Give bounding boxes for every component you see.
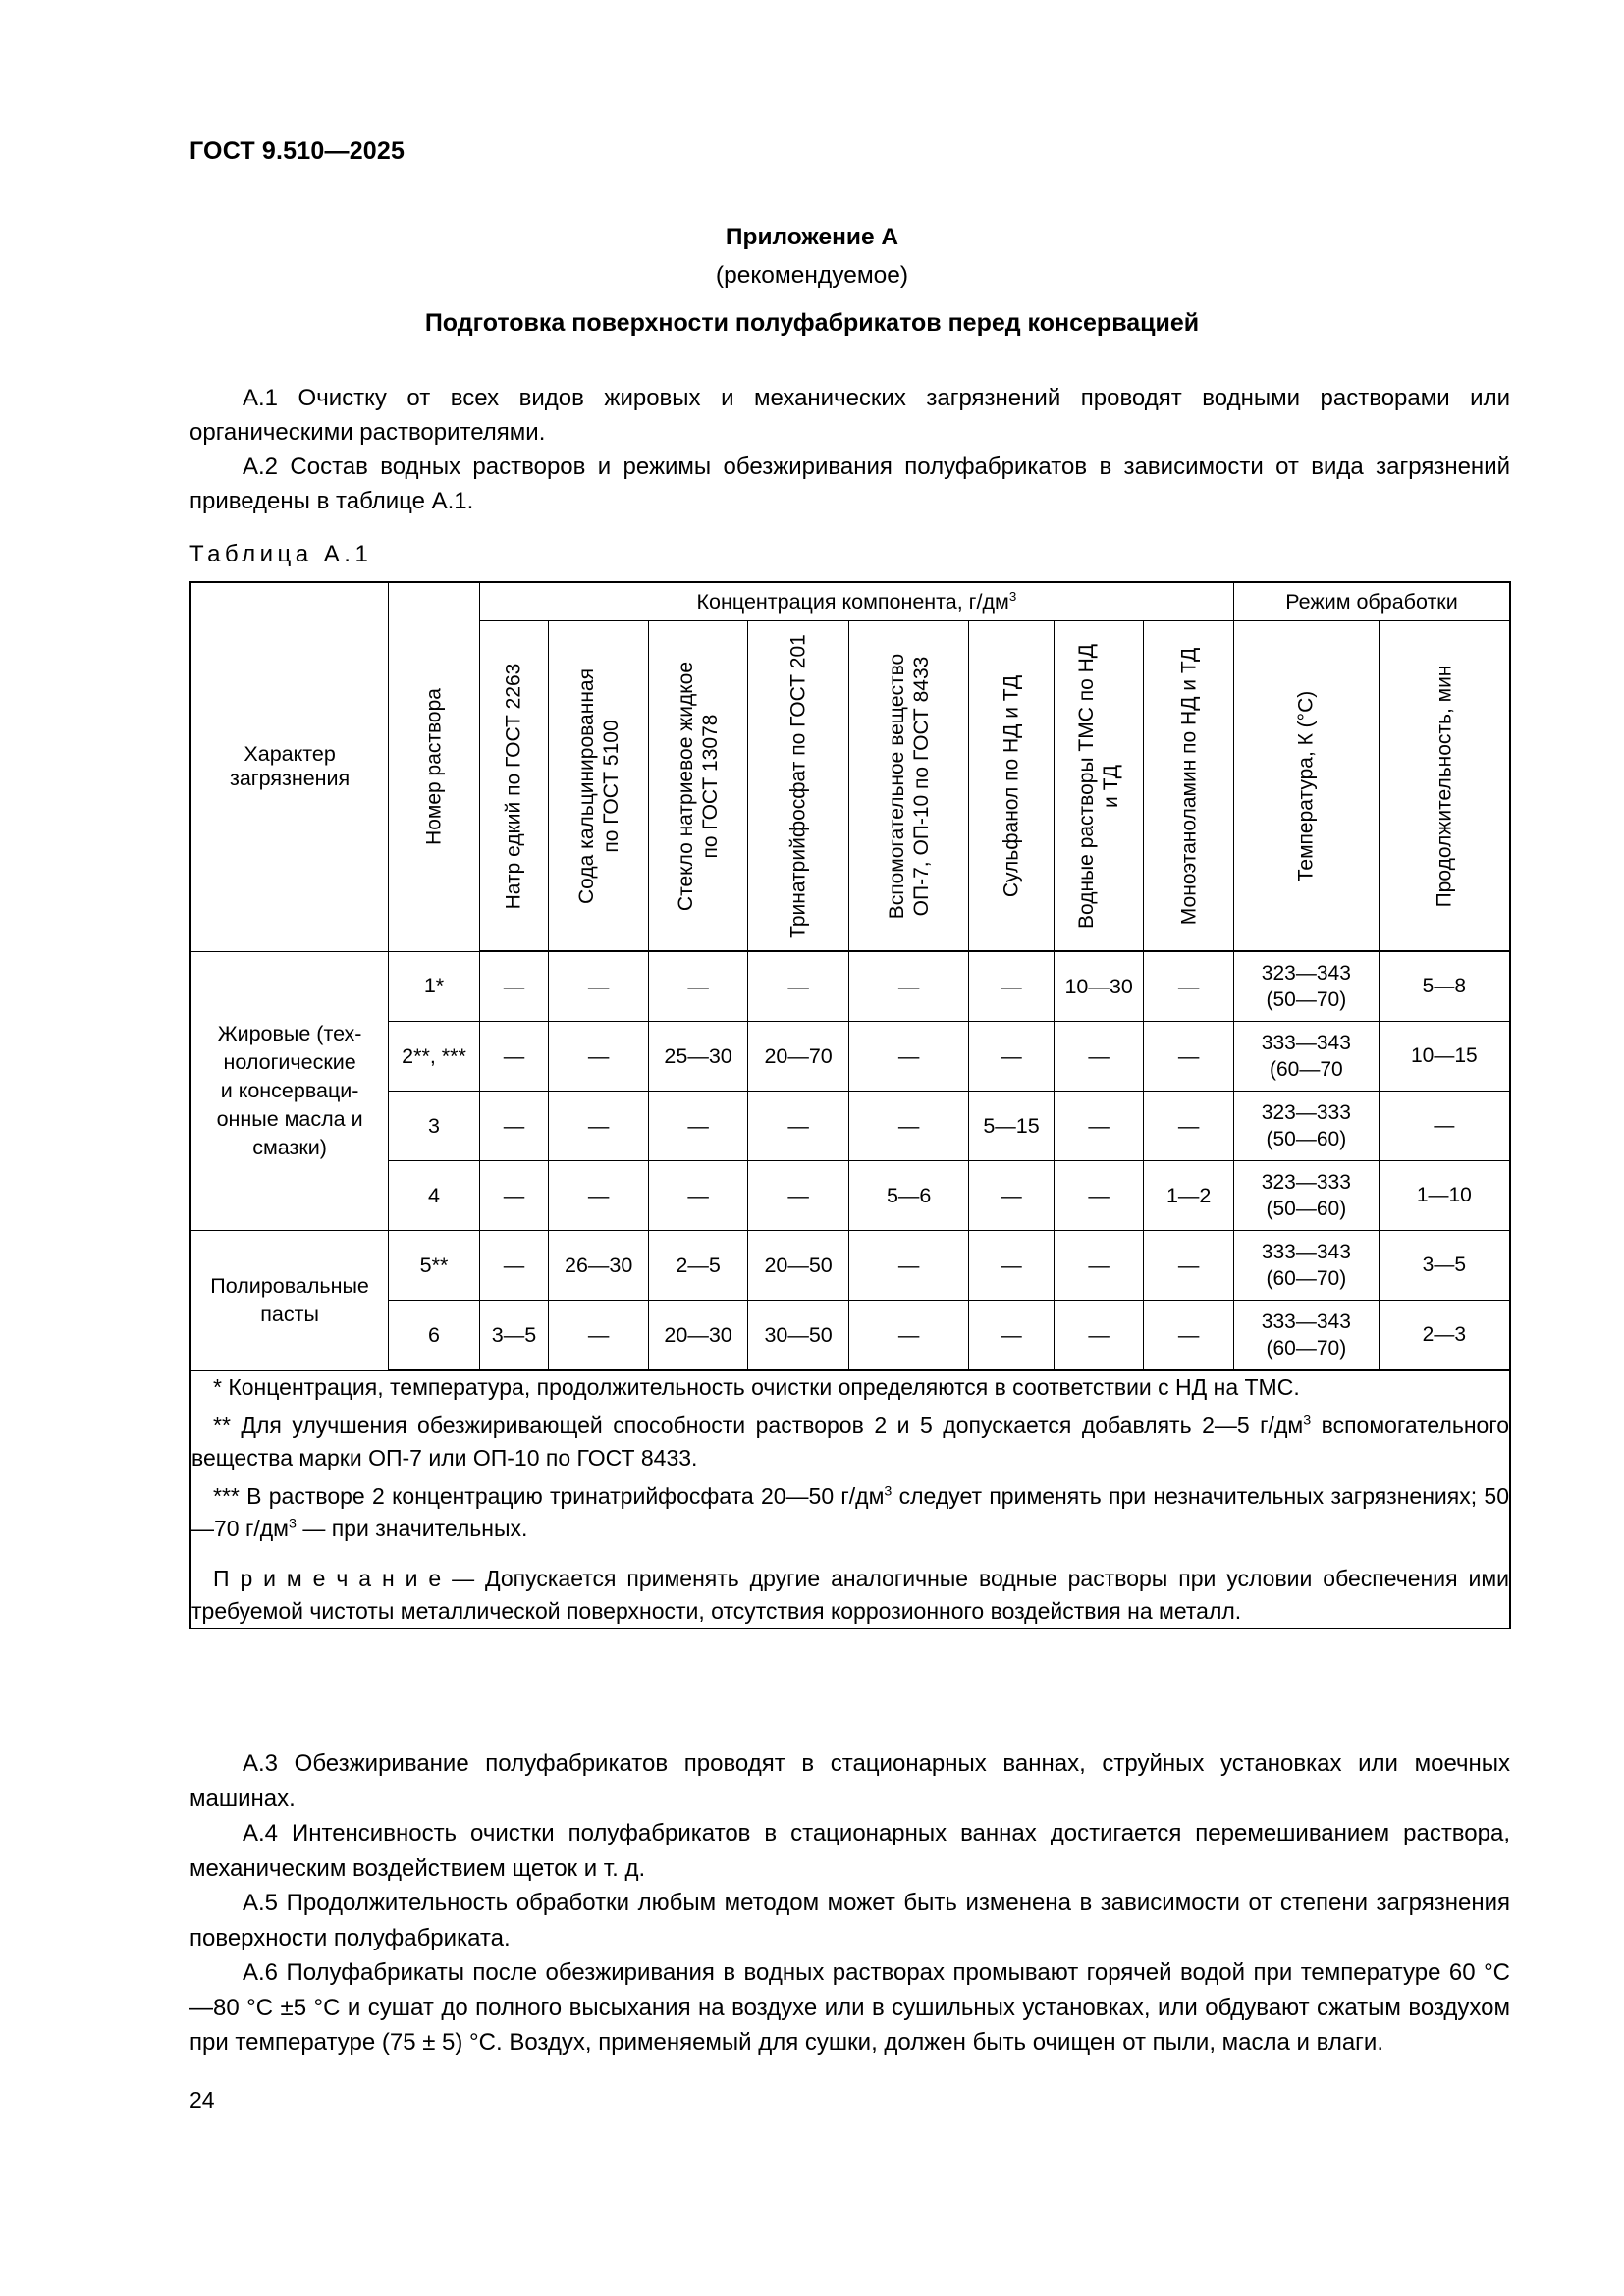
- table-row: [190, 1231, 1510, 1301]
- header-sodium-silicate-line1: Стекло натриевое жидкое: [675, 661, 698, 911]
- table-group-header-row: [190, 582, 1510, 621]
- cell-solution-number: 6: [389, 1301, 480, 1371]
- cell-solution-number: 1*: [389, 951, 480, 1022]
- footnote-1-text: * Концентрация, температура, продолжительность очистки определяются в соответствии с НД на ТМС.: [213, 1374, 1300, 1400]
- cell-caustic-soda: —: [479, 1231, 548, 1301]
- header-monoethanolamine-label: Моноэтаноламин по НД и ТД: [1177, 647, 1201, 925]
- paragraph-a5: [189, 1886, 1510, 1955]
- cell-trisodium-phosphate: 20—70: [748, 1022, 849, 1092]
- cell-temperature-kelvin: 333—343: [1261, 1310, 1351, 1333]
- cell-duration: 2—3: [1379, 1301, 1510, 1371]
- cell-sulfanol: —: [969, 1301, 1055, 1371]
- paragraph-a6-text: А.6 Полуфабрикаты после обезжиривания в водных растворах промывают горячей водой при температуре 60 °С—80 °С ±5 °С и сушат до полного высыхания на воздухе или в сушильных установках, или обдувают сжатым воздухом при температуре (75 ± 5) °С. Воздух, применяемый для сушки, должен быть очищен от пыли, масла и влаги.: [189, 1959, 1510, 2056]
- annex-main-heading: Подготовка поверхности полуфабрикатов перед консервацией: [424, 309, 1200, 337]
- header-cell-character: [190, 582, 389, 951]
- cell-monoethanolamine: —: [1144, 1092, 1234, 1161]
- header-duration-label: Продолжительность, мин: [1433, 665, 1456, 907]
- cell-caustic-soda: —: [479, 951, 548, 1022]
- table-row: [190, 1301, 1510, 1371]
- paragraph-a4-text: А.4 Интенсивность очистки полуфабрикатов в стационарных ваннах достигается перемешиванием раствора, механическим воздействием щеток и т. д.: [189, 1820, 1510, 1882]
- header-character-line1: Характер: [244, 742, 336, 767]
- cell-caustic-soda: —: [479, 1022, 548, 1092]
- header-trisodium-phosphate-label: Тринатрийфосфат по ГОСТ 201: [786, 633, 810, 938]
- header-temperature-label: Температура, К (°С): [1294, 690, 1318, 881]
- cell-temperature-celsius: (50—70): [1266, 988, 1347, 1011]
- header-soda-ash-line2: по ГОСТ 5100: [599, 719, 623, 853]
- cell-auxiliary-substance: —: [849, 1092, 969, 1161]
- footnote-3-text-b: следует применять при незначительных загрязнениях; 50—70 г/дм: [191, 1483, 1509, 1541]
- header-cell-temperature: [1233, 621, 1379, 952]
- row-group-label-oils: [190, 951, 389, 1231]
- table-a1-wrapper: [189, 581, 1511, 1629]
- header-caustic-soda-label: Натр едкий по ГОСТ 2263: [502, 663, 525, 909]
- cell-caustic-soda: 3—5: [479, 1301, 548, 1371]
- table-note-primechanie: [191, 1563, 1509, 1628]
- cell-temperature-celsius: (60—70: [1269, 1058, 1343, 1081]
- cell-temperature-kelvin: 323—333: [1261, 1171, 1351, 1194]
- cell-temperature-kelvin: 333—343: [1261, 1032, 1351, 1054]
- table-row: [190, 1092, 1510, 1161]
- cell-solution-number: 4: [389, 1161, 480, 1231]
- cell-tms-solutions: —: [1054, 1161, 1143, 1231]
- paragraph-a4: [189, 1816, 1510, 1886]
- cell-trisodium-phosphate: —: [748, 951, 849, 1022]
- cell-sulfanol: 5—15: [969, 1092, 1055, 1161]
- cell-temperature-celsius: (60—70): [1266, 1337, 1347, 1360]
- table-row: [190, 1161, 1510, 1231]
- paragraph-a2-text: А.2 Состав водных растворов и режимы обезжиривания полуфабрикатов в зависимости от вида загрязнений приведены в таблице А.1.: [189, 454, 1510, 514]
- table-row: [190, 951, 1510, 1022]
- paragraph-a3: [189, 1746, 1510, 1816]
- header-group-concentration: [479, 582, 1233, 621]
- header-group-regime: [1233, 582, 1510, 621]
- table-footnotes-row: [190, 1370, 1510, 1629]
- group-pastes-line1: Полировальные: [210, 1273, 369, 1298]
- cell-temperature-celsius: (50—60): [1266, 1198, 1347, 1220]
- table-footnotes-cell: [190, 1370, 1510, 1629]
- running-header-standard-number: ГОСТ 9.510—2025: [189, 137, 406, 165]
- cell-temperature-celsius: (60—70): [1266, 1267, 1347, 1290]
- paragraph-a3-text: А.3 Обезжиривание полуфабрикатов проводят в стационарных ваннах, струйных установках или моечных машинах.: [189, 1750, 1510, 1812]
- paragraph-a1: [189, 381, 1510, 450]
- cell-monoethanolamine: —: [1144, 1301, 1234, 1371]
- header-cell-tms-solutions: [1054, 621, 1143, 952]
- header-cell-monoethanolamine: [1144, 621, 1234, 952]
- header-soda-ash-label: [574, 639, 623, 934]
- cell-sulfanol: —: [969, 951, 1055, 1022]
- header-cell-caustic-soda: [479, 621, 548, 952]
- paragraph-a1-text: А.1 Очистку от всех видов жировых и механических загрязнений проводят водными растворами или органическими растворителями.: [189, 385, 1510, 446]
- cell-tms-solutions: 10—30: [1054, 951, 1143, 1022]
- cell-soda-ash: —: [549, 1092, 649, 1161]
- header-tms-label: [1074, 639, 1123, 934]
- footnote-3-exponent-2: 3: [289, 1516, 297, 1532]
- cell-trisodium-phosphate: —: [748, 1161, 849, 1231]
- paragraph-a5-text: А.5 Продолжительность обработки любым методом может быть изменена в зависимости от степени загрязнения поверхности полуфабриката.: [189, 1890, 1510, 1951]
- cell-duration: 3—5: [1379, 1231, 1510, 1301]
- group-oils-line1: Жировые (тех-: [217, 1021, 362, 1045]
- table-caption-text: Таблица А.1: [189, 541, 373, 567]
- cell-tms-solutions: —: [1054, 1022, 1143, 1092]
- cell-duration: 10—15: [1379, 1022, 1510, 1092]
- header-group-concentration-label: Концентрация компонента, г/дм: [696, 589, 1009, 614]
- header-group-regime-label: Режим обработки: [1285, 589, 1458, 614]
- cell-sulfanol: —: [969, 1161, 1055, 1231]
- cell-temperature-celsius: (50—60): [1266, 1128, 1347, 1150]
- row-group-label-polishing-pastes: [190, 1231, 389, 1371]
- cell-caustic-soda: —: [479, 1092, 548, 1161]
- header-character-line2: загрязнения: [229, 767, 351, 791]
- header-auxiliary-substance-label: [885, 639, 934, 934]
- cell-soda-ash: —: [549, 1022, 649, 1092]
- cell-temperature: [1233, 1161, 1379, 1231]
- header-auxiliary-line2: ОП-7, ОП-10 по ГОСТ 8433: [909, 656, 933, 916]
- header-cell-sodium-silicate: [649, 621, 748, 952]
- cell-duration: 5—8: [1379, 951, 1510, 1022]
- header-cell-soda-ash: [549, 621, 649, 952]
- cell-soda-ash: —: [549, 951, 649, 1022]
- footnote-3-text-a: *** В растворе 2 концентрацию тринатрийфосфата 20—50 г/дм: [213, 1483, 885, 1509]
- cell-caustic-soda: —: [479, 1161, 548, 1231]
- header-cell-duration: [1379, 621, 1510, 952]
- annex-heading-block: [0, 218, 1624, 294]
- annex-status: (рекомендуемое): [715, 262, 909, 289]
- annex-title: Приложение А: [725, 224, 899, 250]
- cell-auxiliary-substance: —: [849, 1022, 969, 1092]
- table-caption: [189, 541, 372, 568]
- group-oils-line2: нологические: [223, 1049, 356, 1074]
- header-cell-auxiliary-substance: [849, 621, 969, 952]
- footnote-3-text-c: — при значительных.: [296, 1516, 528, 1541]
- cell-sodium-silicate: 20—30: [649, 1301, 748, 1371]
- cell-temperature-kelvin: 323—333: [1261, 1101, 1351, 1124]
- group-oils-line5: смазки): [252, 1135, 327, 1159]
- cell-auxiliary-substance: —: [849, 1231, 969, 1301]
- cell-temperature: [1233, 1231, 1379, 1301]
- footnote-double-asterisk: [191, 1410, 1509, 1474]
- cell-auxiliary-substance: —: [849, 951, 969, 1022]
- cell-sodium-silicate: —: [649, 1092, 748, 1161]
- cell-sulfanol: —: [969, 1231, 1055, 1301]
- cell-monoethanolamine: 1—2: [1144, 1161, 1234, 1231]
- cell-soda-ash: 26—30: [549, 1231, 649, 1301]
- header-group-concentration-exponent: 3: [1008, 588, 1017, 604]
- cell-solution-number: 3: [389, 1092, 480, 1161]
- cell-auxiliary-substance: —: [849, 1301, 969, 1371]
- cell-temperature-kelvin: 323—343: [1261, 962, 1351, 985]
- cell-duration: —: [1379, 1092, 1510, 1161]
- footnote-3-exponent-1: 3: [884, 1483, 893, 1500]
- cell-sodium-silicate: 25—30: [649, 1022, 748, 1092]
- footnote-triple-asterisk: [191, 1480, 1509, 1545]
- cell-trisodium-phosphate: —: [748, 1092, 849, 1161]
- header-soda-ash-line1: Сода кальцинированная: [574, 667, 598, 904]
- header-cell-sulfanol: [969, 621, 1055, 952]
- header-sodium-silicate-label: [674, 639, 723, 934]
- header-solution-number-label: Номер раствора: [422, 688, 446, 846]
- header-tms-line2: и ТД: [1100, 764, 1123, 808]
- cell-sodium-silicate: 2—5: [649, 1231, 748, 1301]
- cell-temperature: [1233, 951, 1379, 1022]
- cell-trisodium-phosphate: 30—50: [748, 1301, 849, 1371]
- footnote-2-text-a: ** Для улучшения обезжиривающей способности растворов 2 и 5 допускается добавлять 2—5 г/дм: [213, 1413, 1304, 1438]
- cell-sodium-silicate: —: [649, 1161, 748, 1231]
- header-sodium-silicate-line2: по ГОСТ 13078: [699, 714, 723, 858]
- table-row: [190, 1022, 1510, 1092]
- page-number: 24: [189, 2087, 215, 2112]
- cell-auxiliary-substance: 5—6: [849, 1161, 969, 1231]
- header-auxiliary-line1: Вспомогательное вещество: [885, 653, 908, 919]
- table-a1: [189, 581, 1511, 1629]
- group-oils-line4: онные масла и: [216, 1106, 363, 1131]
- header-tms-line1: Водные растворы ТМС по НД: [1075, 643, 1099, 929]
- cell-tms-solutions: —: [1054, 1301, 1143, 1371]
- cell-monoethanolamine: —: [1144, 1231, 1234, 1301]
- cell-sulfanol: —: [969, 1022, 1055, 1092]
- header-cell-solution-number: [389, 582, 480, 951]
- group-oils-line3: и консерваци-: [220, 1078, 359, 1102]
- footnote-2-text-b: вспомогательного вещества марки ОП-7 или ОП-10 по ГОСТ 8433.: [191, 1413, 1509, 1470]
- cell-trisodium-phosphate: 20—50: [748, 1231, 849, 1301]
- cell-solution-number: 5**: [389, 1231, 480, 1301]
- cell-temperature: [1233, 1301, 1379, 1371]
- footnote-single-asterisk: [191, 1371, 1509, 1404]
- cell-tms-solutions: —: [1054, 1231, 1143, 1301]
- cell-temperature: [1233, 1092, 1379, 1161]
- cell-monoethanolamine: —: [1144, 1022, 1234, 1092]
- footnote-2-exponent: 3: [1303, 1413, 1312, 1429]
- cell-sodium-silicate: —: [649, 951, 748, 1022]
- cell-monoethanolamine: —: [1144, 951, 1234, 1022]
- group-pastes-line2: пасты: [260, 1302, 319, 1326]
- note-label: П р и м е ч а н и е: [213, 1566, 442, 1591]
- header-sulfanol-label: Сульфанол по НД и ТД: [1000, 674, 1023, 897]
- header-cell-trisodium-phosphate: [748, 621, 849, 952]
- note-body-text: — Допускается применять другие аналогичные водные растворы при условии обеспечения ими требуемой чистоты металлической поверхности, отсутствия коррозионного воздействия на металл.: [191, 1566, 1509, 1624]
- paragraph-a6: [189, 1955, 1510, 2060]
- cell-soda-ash: —: [549, 1301, 649, 1371]
- paragraph-a2: [189, 450, 1510, 518]
- cell-tms-solutions: —: [1054, 1092, 1143, 1161]
- cell-temperature: [1233, 1022, 1379, 1092]
- cell-soda-ash: —: [549, 1161, 649, 1231]
- cell-duration: 1—10: [1379, 1161, 1510, 1231]
- cell-temperature-kelvin: 333—343: [1261, 1241, 1351, 1263]
- cell-solution-number: 2**, ***: [389, 1022, 480, 1092]
